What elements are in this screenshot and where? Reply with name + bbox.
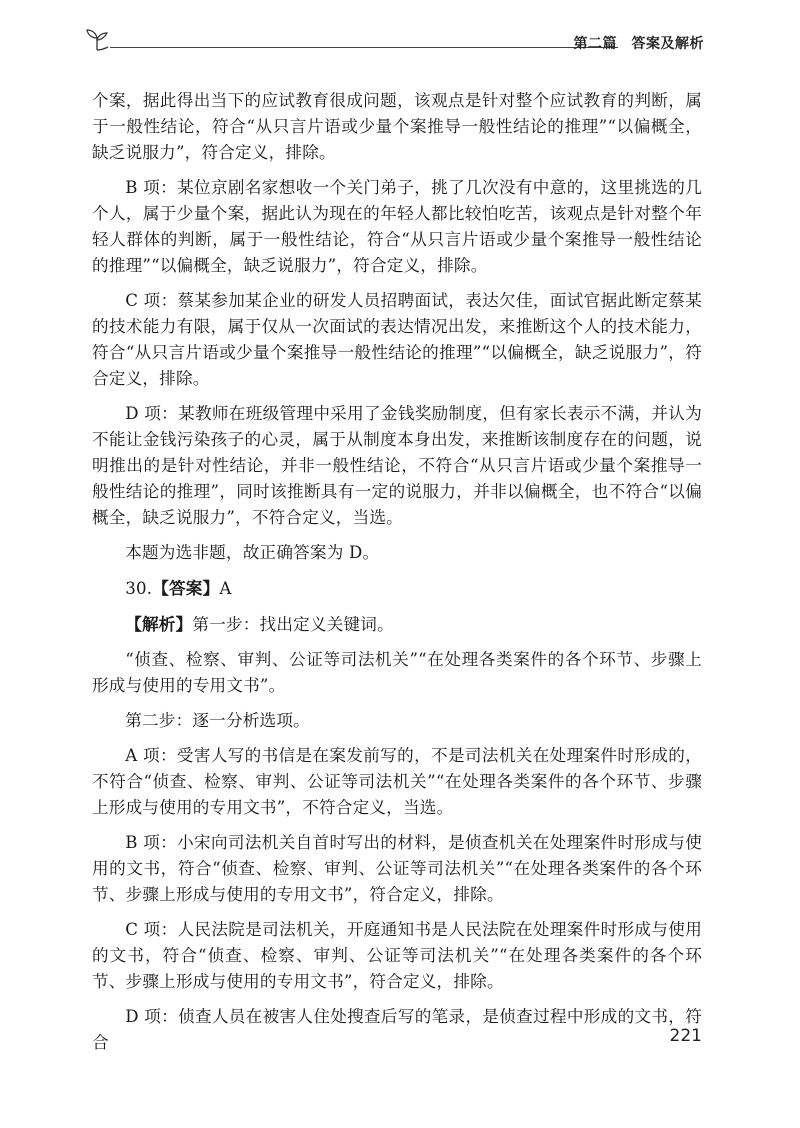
analysis-label: 【解析】: [125, 614, 193, 634]
analysis-step-one: 第一步：找出定义关键词。: [192, 615, 394, 634]
question-number: 30.: [125, 579, 153, 598]
answer-line: [92, 575, 702, 602]
answer-label: 【答案】: [152, 578, 220, 598]
leaf-ornament-icon: [84, 28, 110, 54]
paragraph-option-c: C 项：蔡某参加某企业的研发人员招聘面试，表达欠佳，面试官据此断定蔡某的技术能力有限，属于仅从一次面试的表达情况出发，来推断这个人的技术能力，符合“从只言片语或少量个案推导一般性结论的推理”“以偏概全，缺乏说服力”，符合定义，排除。: [92, 291, 702, 388]
paragraph-continuation: 个案，据此得出当下的应试教育很成问题，该观点是针对整个应试教育的判断，属于一般性结论，符合“从只言片语或少量个案推导一般性结论的推理”“以偏概全，缺乏说服力”，符合定义，排除。: [92, 91, 702, 162]
analysis-line: [92, 611, 702, 638]
page-header: [84, 28, 704, 58]
paragraph-option-d: D 项：某教师在班级管理中采用了金钱奖励制度，但有家长表示不满，并认为不能让金钱污染孩子的心灵，属于从制度本身出发，来推断该制度存在的问题，说明推出的是针对性结论，并非一般性结论，不符合“从只言片语或少量个案推导一般性结论的推理”，同时该推断具有一定的说服力，并非以偏概全，也不符合“以偏概全，缺乏说服力”，不符合定义，当选。: [92, 404, 702, 527]
header-title: 第二篇 答案及解析: [573, 36, 704, 52]
paragraph-conclusion: 本题为选非题，故正确答案为 D。: [125, 543, 380, 562]
paragraph-option-b: B 项：某位京剧名家想收一个关门弟子，挑了几次没有中意的，这里挑选的几个人，属于少量个案，据此认为现在的年轻人都比较怕吃苦，该观点是针对整个年轻人群体的判断，属于一般性结论，符合“从只言片语或少量个案推导一般性结论的推理”“以偏概全，缺乏说服力”，符合定义，排除。: [92, 178, 702, 275]
header-rule: [110, 47, 618, 48]
paragraph-option-c-2: C 项：人民法院是司法机关，开庭通知书是人民法院在处理案件时形成与使用的文书，符合“侦查、检察、审判、公证等司法机关”“在处理各类案件的各个环节、步骤上形成与使用的专用文书”，符合定义，排除。: [92, 920, 702, 991]
paragraph-keywords: “侦查、检察、审判、公证等司法机关”“在处理各类案件的各个环节、步骤上形成与使用的专用文书”。: [92, 650, 702, 695]
paragraph-option-a: A 项：受害人写的书信是在案发前写的，不是司法机关在处理案件时形成的，不符合“侦查、检察、审判、公证等司法机关”“在处理各类案件的各个环节、步骤上形成与使用的专用文书”，不符合定义，当选。: [92, 746, 702, 817]
page-number: 221: [669, 1026, 702, 1046]
paragraph-option-b-2: B 项：小宋向司法机关自首时写出的材料，是侦查机关在处理案件时形成与使用的文书，符合“侦查、检察、审判、公证等司法机关”“在处理各类案件的各个环节、步骤上形成与使用的专用文书”，符合定义，排除。: [92, 833, 702, 904]
answer-value: A: [219, 579, 232, 598]
page-body: [92, 88, 702, 1065]
paragraph-step-two: 第二步：逐一分析选项。: [125, 711, 310, 730]
paragraph-option-d-2: D 项：侦查人员在被害人住处搜查后写的笔录，是侦查过程中形成的文书，符合: [92, 1007, 702, 1052]
